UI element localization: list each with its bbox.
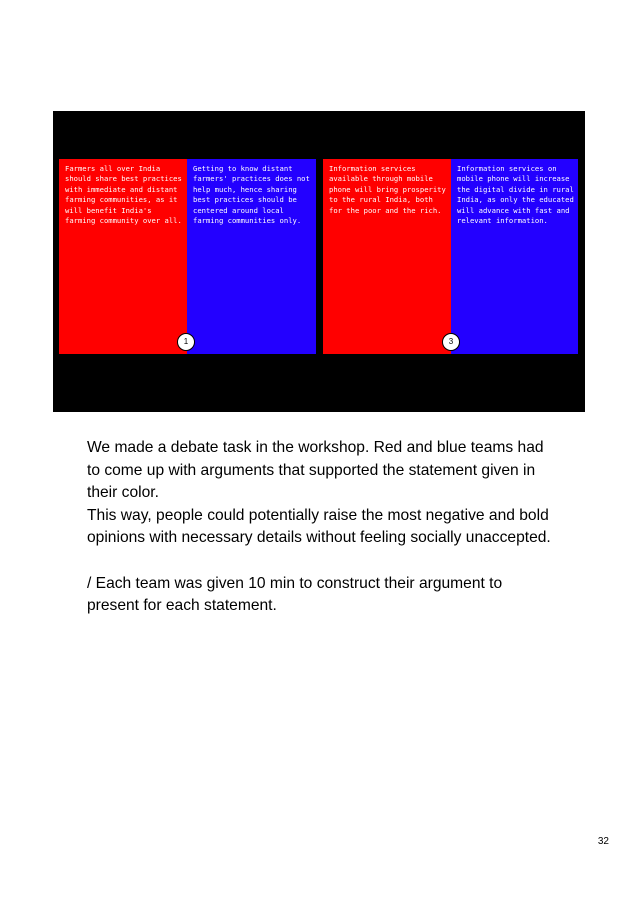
slide-image	[53, 111, 585, 412]
blue-statement-3: Information services on mobile phone will increase the digital divide in rural India, as only the educated will advance with fast and relevant information.	[451, 159, 578, 354]
body-text	[87, 437, 557, 618]
page-number: 32	[597, 836, 609, 847]
panel-number-badge-3: 3	[442, 333, 460, 351]
panel-number-badge-1: 1	[177, 333, 195, 351]
paragraph-debate-task: We made a debate task in the workshop. Red and blue teams had to come up with arguments that supported the statement given in their color.	[87, 439, 544, 502]
paragraph-time-limit: / Each team was given 10 min to construct their argument to present for each statement.	[87, 574, 503, 615]
blue-statement-1: Getting to know distant farmers' practices does not help much, hence sharing best practices should be centered around local farming communities only.	[187, 159, 316, 354]
paragraph-spacer	[87, 550, 557, 573]
paragraph-opinions: This way, people could potentially raise the most negative and bold opinions with necessary details without feeling socially unaccepted.	[87, 506, 551, 547]
red-statement-1: Farmers all over India should share best practices with immediate and distant farming communities, as it will benefit India's farming community over all.	[59, 159, 187, 354]
red-statement-3: Information services available through mobile phone will bring prosperity to the rural India, both for the poor and the rich.	[323, 159, 451, 354]
debate-panel-3	[323, 159, 578, 354]
debate-panel-1	[59, 159, 316, 354]
